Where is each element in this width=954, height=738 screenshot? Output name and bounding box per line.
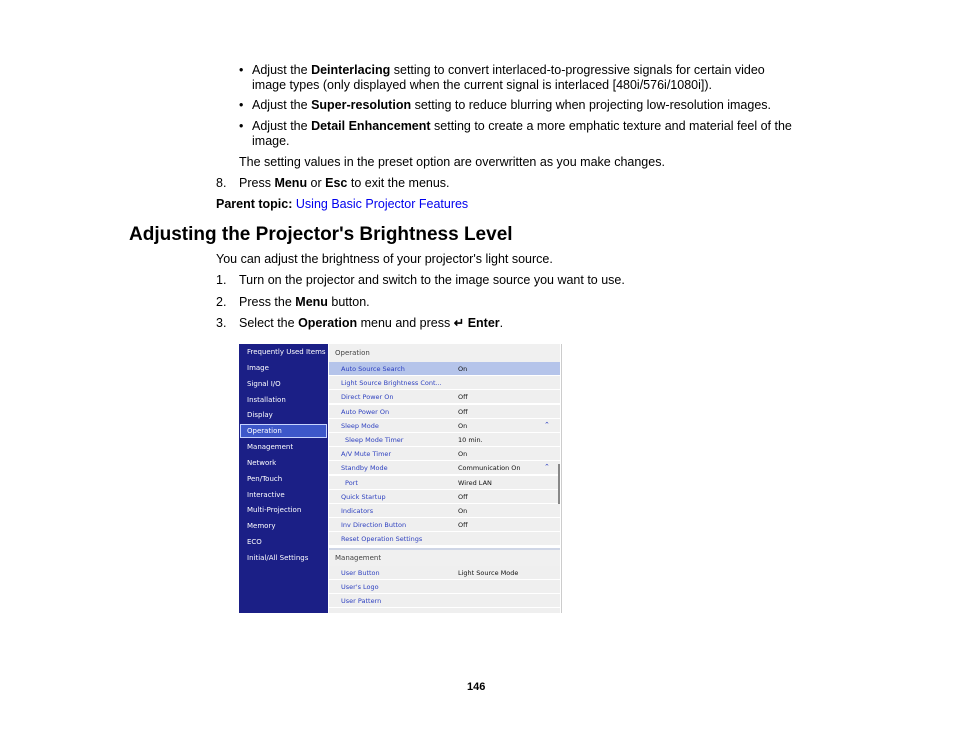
scrollbar-thumb[interactable] xyxy=(558,464,560,504)
menu-row-label: A/V Mute Timer xyxy=(341,450,392,459)
section-header-operation xyxy=(329,344,560,362)
menu-row[interactable] xyxy=(329,518,560,532)
menu-row[interactable] xyxy=(329,532,560,546)
menu-row-label: Standby Mode xyxy=(341,464,388,473)
menu-row-value: Wired LAN xyxy=(458,478,492,487)
menu-row-label: User's Logo xyxy=(341,582,379,591)
menu-row[interactable] xyxy=(329,476,560,490)
bullet-text: Adjust the xyxy=(252,98,312,112)
step-text: Press xyxy=(239,176,275,190)
esc-key: Esc xyxy=(325,176,348,190)
sidebar-item-image[interactable]: Image xyxy=(247,364,269,372)
bullet-marker: • xyxy=(239,119,244,133)
menu-row-label: Auto Source Search xyxy=(341,365,405,373)
step-1-text: Turn on the projector and switch to the image source you want to use. xyxy=(239,273,625,287)
sidebar-item-multi-projection[interactable]: Multi-Projection xyxy=(247,506,302,514)
menu-row-label: Reset Operation Settings xyxy=(341,535,423,544)
sidebar-item-installation[interactable]: Installation xyxy=(247,396,286,404)
parent-topic-label: Parent topic: xyxy=(216,197,293,211)
parent-topic xyxy=(216,197,468,212)
page-number: 146 xyxy=(467,681,486,693)
section-header-label: Operation xyxy=(335,349,370,357)
bullet-bold: Deinterlacing xyxy=(311,63,391,77)
menu-row[interactable] xyxy=(329,504,560,518)
bullet-detail-enhancement xyxy=(252,119,792,134)
step-text: or xyxy=(307,176,326,190)
menu-row[interactable] xyxy=(329,405,560,419)
menu-row[interactable] xyxy=(329,461,560,475)
chevron-up-icon[interactable]: ⌃ xyxy=(544,421,550,429)
step-text: to exit the menus. xyxy=(347,176,450,190)
step-number: 2. xyxy=(216,295,227,309)
menu-sidebar xyxy=(239,344,328,613)
sidebar-item-network[interactable]: Network xyxy=(247,459,277,467)
menu-row[interactable] xyxy=(329,608,560,613)
sidebar-item-management[interactable]: Management xyxy=(247,443,294,451)
menu-row-label: Indicators xyxy=(341,507,374,515)
menu-row[interactable] xyxy=(329,362,560,376)
menu-row-label: Port xyxy=(345,478,358,487)
note-text: The setting values in the preset option are overwritten as you make changes. xyxy=(239,155,665,169)
menu-row-label: Light Source Brightness Cont... xyxy=(341,379,442,388)
menu-row-value: On xyxy=(458,421,468,430)
step-2-text xyxy=(239,295,370,310)
menu-row[interactable] xyxy=(329,594,560,608)
menu-row-value: On xyxy=(458,507,468,515)
menu-row-value: Off xyxy=(458,393,468,402)
menu-row-value: On xyxy=(458,450,468,459)
menu-row-value: On xyxy=(458,365,468,373)
menu-row-value: Light Source Mode xyxy=(458,568,519,577)
enter-key: Enter xyxy=(467,316,500,330)
bullet-deinterlacing-line2: image types (only displayed when the current signal is interlaced [480i/576i/1080i]). xyxy=(252,78,712,92)
sidebar-item-interactive[interactable]: Interactive xyxy=(247,491,285,499)
bullet-deinterlacing xyxy=(252,63,765,78)
menu-row-label: User Button xyxy=(341,568,380,577)
section-header-management xyxy=(329,550,560,566)
sidebar-item-memory[interactable]: Memory xyxy=(247,522,276,530)
sidebar-item-eco[interactable]: ECO xyxy=(247,538,262,546)
menu-row-value: Communication On xyxy=(458,464,521,473)
step-text: button. xyxy=(327,295,370,309)
bullet-bold: Detail Enhancement xyxy=(311,119,431,133)
menu-row-value: Off xyxy=(458,492,468,501)
section-heading: Adjusting the Projector's Brightness Level xyxy=(129,224,513,245)
sidebar-item-operation[interactable]: Operation xyxy=(247,427,282,435)
section-header-label: Management xyxy=(335,553,382,562)
bullet-text: Adjust the xyxy=(252,63,312,77)
menu-key: Menu xyxy=(295,295,328,309)
step-text: . xyxy=(499,316,504,330)
menu-row[interactable] xyxy=(329,376,560,390)
bullet-text: Adjust the xyxy=(252,119,312,133)
menu-row-value: Off xyxy=(458,407,468,416)
step-8-text xyxy=(239,176,450,191)
sidebar-item-initial-all-settings[interactable]: Initial/All Settings xyxy=(247,554,309,562)
bullet-text: setting to reduce blurring when projecting low-resolution images. xyxy=(411,98,772,112)
menu-row[interactable] xyxy=(329,433,560,447)
menu-key: Menu xyxy=(274,176,308,190)
menu-row-label: Sleep Mode Timer xyxy=(345,436,404,444)
sidebar-item-pen-touch[interactable]: Pen/Touch xyxy=(247,475,283,483)
enter-icon: ↵ xyxy=(453,316,465,330)
chevron-up-icon[interactable]: ⌃ xyxy=(544,464,550,472)
bullet-bold: Super-resolution xyxy=(311,98,412,112)
step-text: menu and press xyxy=(357,316,454,330)
bullet-super-resolution xyxy=(252,98,771,113)
operation-key: Operation xyxy=(298,316,358,330)
menu-row[interactable] xyxy=(329,390,560,404)
menu-row-label: Auto Power On xyxy=(341,407,390,416)
bullet-marker: • xyxy=(239,63,244,77)
step-text: Select the xyxy=(239,316,299,330)
step-number: 8. xyxy=(216,176,227,190)
menu-row[interactable] xyxy=(329,447,560,461)
bullet-text: setting to create a more emphatic texture and material feel of the xyxy=(430,119,792,133)
menu-row-label: Direct Power On xyxy=(341,393,394,402)
step-text: Press the xyxy=(239,295,296,309)
menu-row-value: Off xyxy=(458,521,468,530)
sidebar-item-frequently-used-items[interactable]: Frequently Used Items xyxy=(247,348,326,356)
menu-main-panel xyxy=(329,344,560,613)
menu-row-label: Quick Startup xyxy=(341,492,386,501)
menu-row-label: User Pattern xyxy=(341,597,382,605)
parent-topic-link[interactable]: Using Basic Projector Features xyxy=(295,197,469,211)
projector-menu-screenshot xyxy=(239,344,562,613)
bullet-marker: • xyxy=(239,98,244,112)
step-number: 1. xyxy=(216,273,227,287)
intro-text: You can adjust the brightness of your projector's light source. xyxy=(216,252,553,266)
menu-row-label: Sleep Mode xyxy=(341,421,379,430)
step-number: 3. xyxy=(216,316,227,330)
menu-row[interactable] xyxy=(329,580,560,594)
bullet-text: setting to convert interlaced-to-progressive signals for certain video xyxy=(390,63,765,77)
menu-row-value: 10 min. xyxy=(458,436,483,444)
menu-row-label: Inv Direction Button xyxy=(341,521,407,530)
menu-row[interactable] xyxy=(329,566,560,580)
sidebar-item-signal-i-o[interactable]: Signal I/O xyxy=(247,380,281,388)
sidebar-item-display[interactable]: Display xyxy=(247,411,273,419)
menu-row[interactable] xyxy=(329,490,560,504)
bullet-detail-enhancement-line2: image. xyxy=(252,134,290,148)
menu-row[interactable] xyxy=(329,419,560,433)
step-3-text xyxy=(239,316,503,331)
